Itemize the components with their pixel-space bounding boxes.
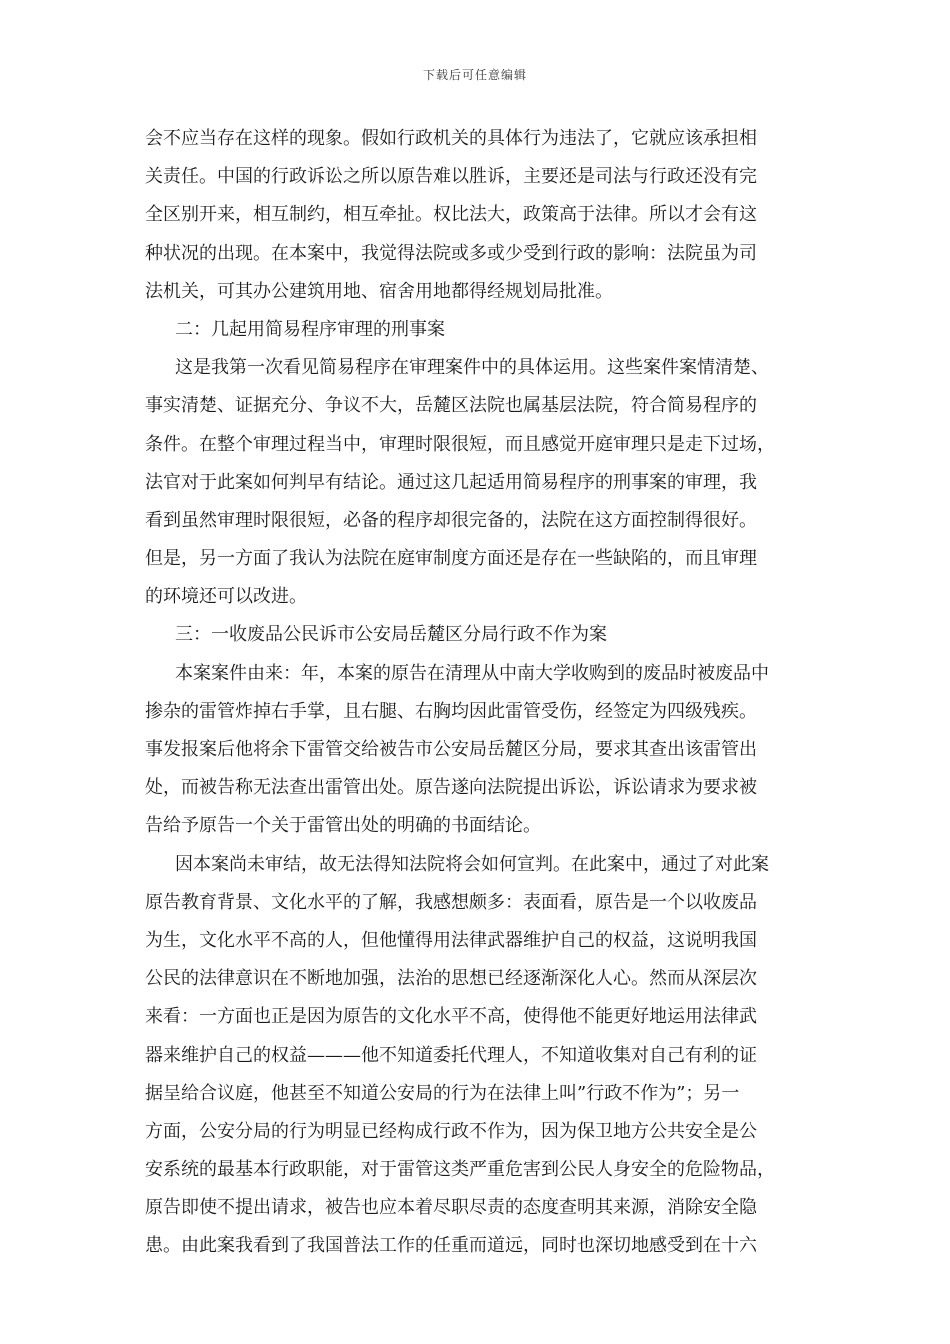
text-line: 本案案件由来：年，本案的原告在清理从中南大学收购到的废品时被废品中 (175, 662, 769, 684)
text-line: 关责任。中国的行政诉讼之所以原告难以胜诉，主要还是司法与行政还没有完 (145, 166, 757, 188)
text-line: 这是我第一次看见简易程序在审理案件中的具体运用。这些案件案情清楚、 (175, 357, 769, 379)
text-line: 安系统的最基本行政职能，对于雷管这类严重危害到公民人身安全的危险物品， (145, 1159, 775, 1181)
text-line: 三：一收废品公民诉市公安局岳麓区分局行政不作为案 (175, 624, 607, 646)
text-line: 但是，另一方面了我认为法院在庭审制度方面还是存在一些缺陷的，而且审理 (145, 548, 757, 570)
text-line: 处，而被告称无法查出雷管出处。原告遂向法院提出诉讼，诉讼请求为要求被 (145, 777, 757, 799)
text-line: 原告教育背景、文化水平的了解，我感想颇多：表面看，原告是一个以收废品 (145, 891, 757, 913)
text-line: 种状况的出现。在本案中，我觉得法院或多或少受到行政的影响：法院虽为司 (145, 242, 757, 264)
text-line: 掺杂的雷管炸掉右手掌，且右腿、右胸均因此雷管受伤，经签定为四级残疾。 (145, 700, 757, 722)
text-line: 原告即使不提出请求，被告也应本着尽职尽责的态度查明其来源，消除安全隐 (145, 1197, 757, 1219)
page-header: 下载后可任意编辑 (422, 68, 527, 82)
text-line: 因本案尚未审结，故无法得知法院将会如何宣判。在此案中，通过了对此案 (175, 853, 769, 875)
text-line: 为生，文化水平不高的人，但他懂得用法律武器维护自己的权益，这说明我国 (145, 929, 757, 951)
text-line: 条件。在整个审理过程当中，审理时限很短，而且感觉开庭审理只是走下过场， (145, 433, 775, 455)
document-body (145, 120, 807, 1266)
text-line: 看到虽然审理时限很短，必备的程序却很完备的，法院在这方面控制得很好。 (145, 509, 757, 531)
text-line: 会不应当存在这样的现象。假如行政机关的具体行为违法了，它就应该承担相 (145, 128, 757, 149)
text-line: 据呈给合议庭，他甚至不知道公安局的行为在法律上叫”行政不作为”；另一 (145, 1082, 740, 1104)
text-line: 二：几起用简易程序审理的刑事案 (175, 318, 445, 340)
text-line: 患。由此案我看到了我国普法工作的任重而道远，同时也深切地感受到在十六 (145, 1235, 757, 1257)
text-line: 全区别开来，相互制约，相互牵扯。权比法大，政策高于法律。所以才会有这 (145, 204, 757, 226)
text-line: 的环境还可以改进。 (145, 586, 307, 608)
text-line: 公民的法律意识在不断地加强，法治的思想已经逐渐深化人心。然而从深层次 (145, 968, 757, 990)
text-line: 事实清楚、证据充分、争议不大，岳麓区法院也属基层法院，符合简易程序的 (145, 395, 757, 417)
text-line: 方面，公安分局的行为明显已经构成行政不作为，因为保卫地方公共安全是公 (145, 1120, 757, 1142)
text-line: 器来维护自己的权益———他不知道委托代理人，不知道收集对自己有利的证 (145, 1044, 757, 1066)
text-line: 事发报案后他将余下雷管交给被告市公安局岳麓区分局，要求其查出该雷管出 (145, 739, 757, 760)
text-line: 法机关，可其办公建筑用地、宿舍用地都得经规划局批准。 (145, 280, 613, 302)
text-line: 来看：一方面也正是因为原告的文化水平不高，使得他不能更好地运用法律武 (145, 1006, 757, 1028)
text-line: 告给予原告一个关于雷管出处的明确的书面结论。 (145, 815, 541, 837)
text-line: 法官对于此案如何判早有结论。通过这几起适用简易程序的刑事案的审理，我 (145, 471, 757, 493)
